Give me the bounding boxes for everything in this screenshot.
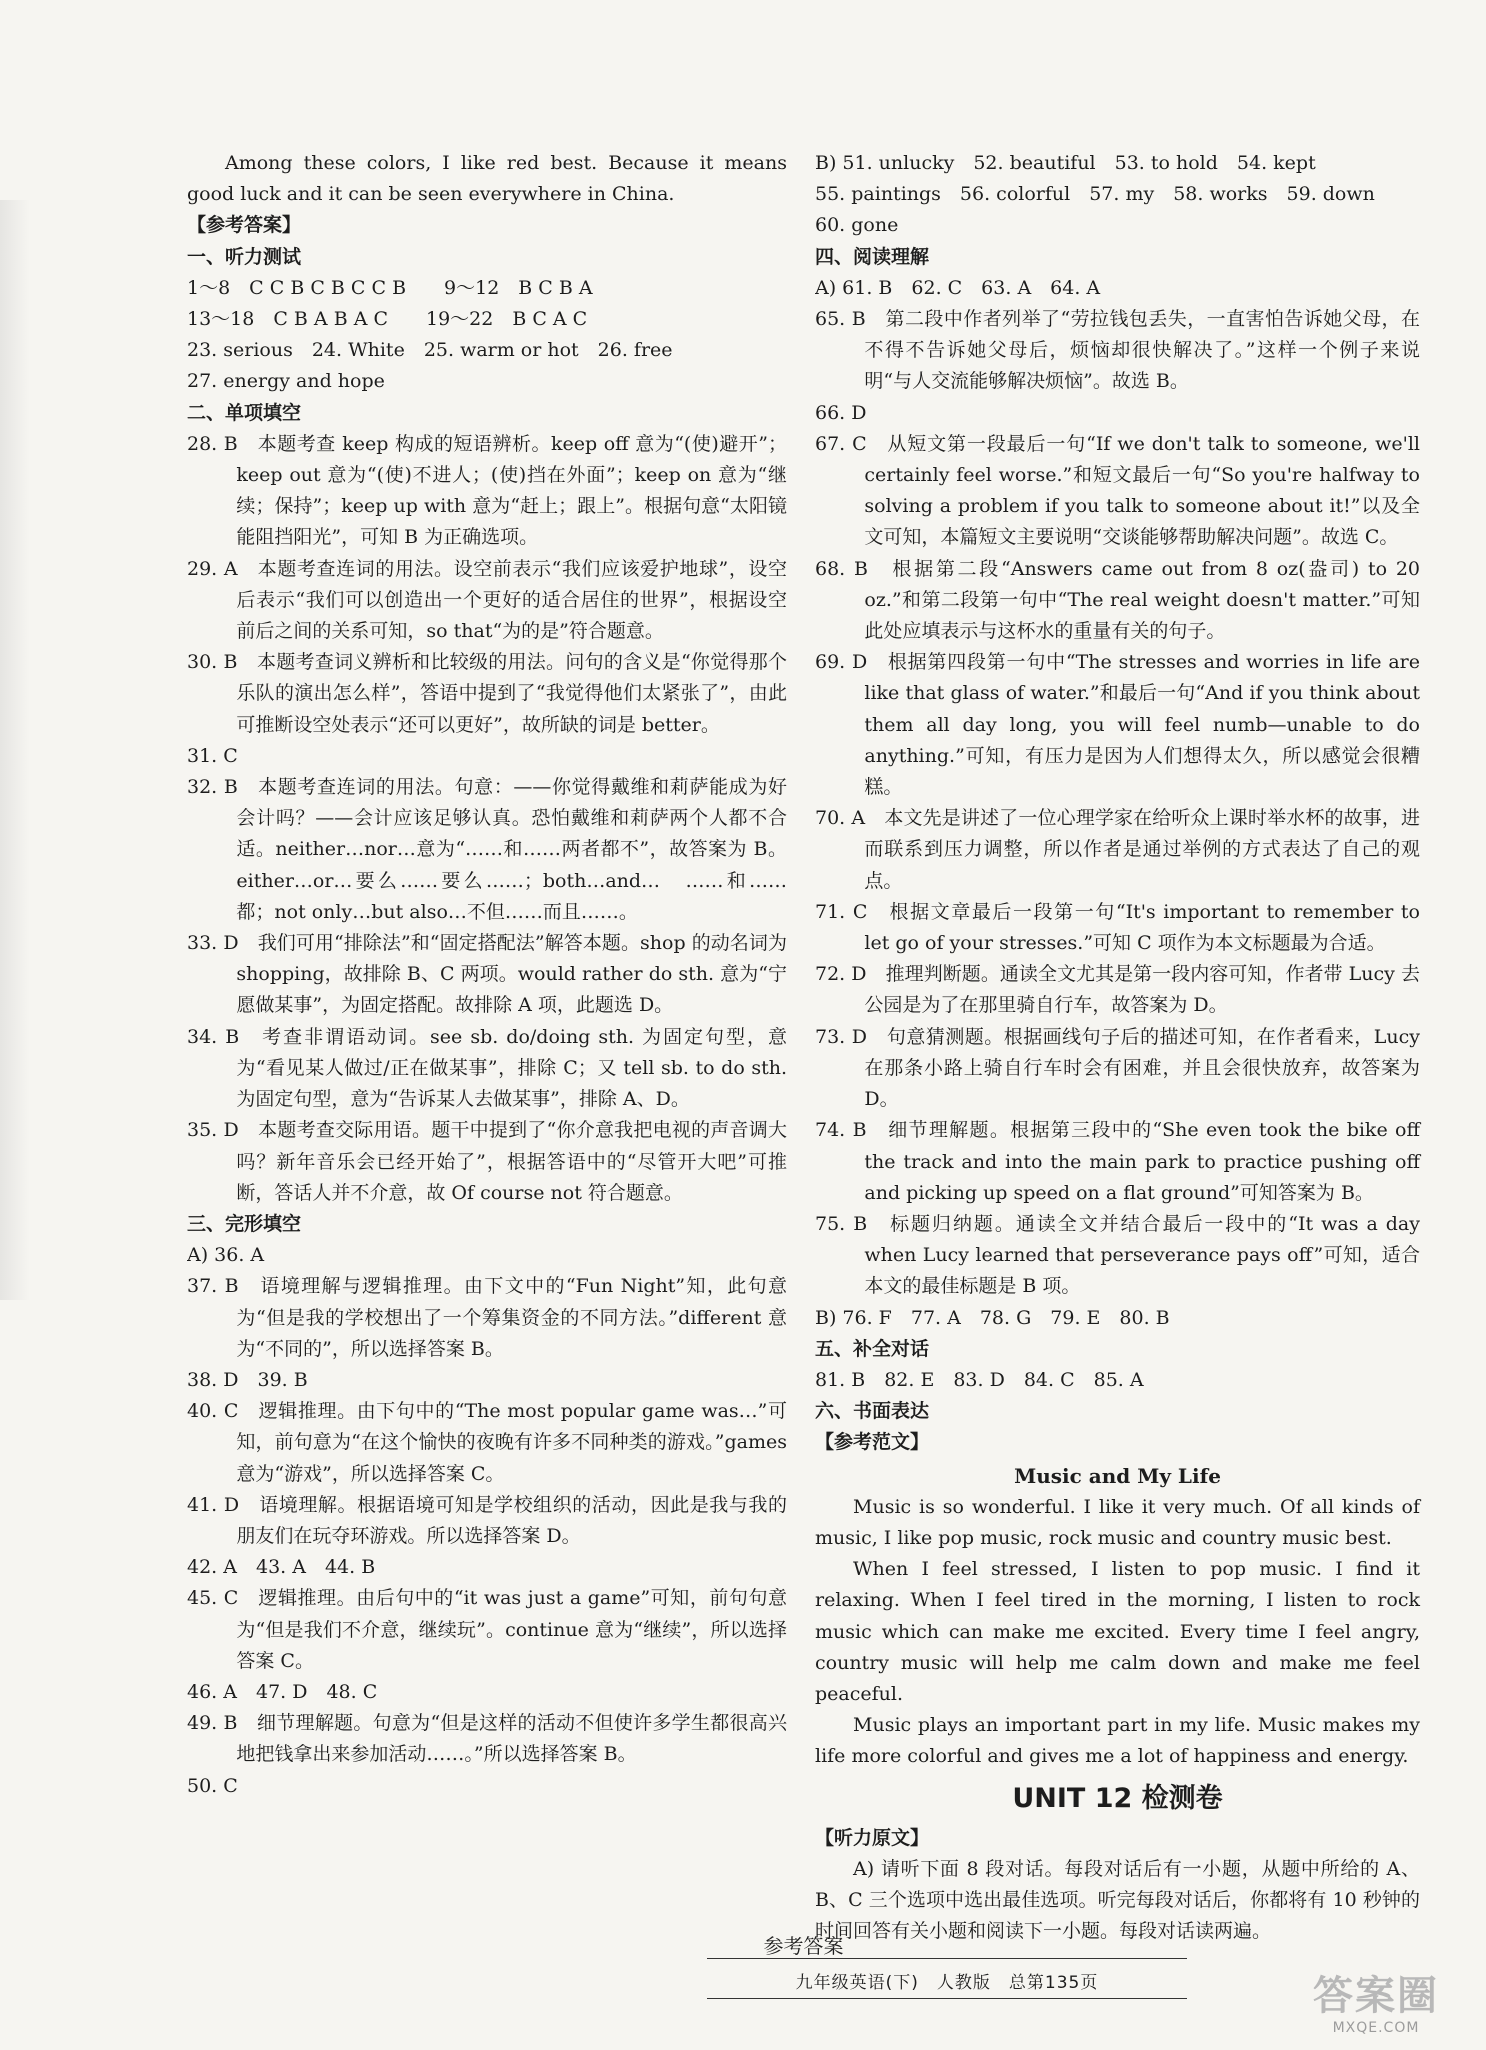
left-block-11: 31. C xyxy=(187,744,238,767)
right-block-11: 71. C 根据文章最后一段第一句“It's important to remember to let go of your stresses.”可知 C 项作为本文标题最为合适。 xyxy=(815,900,1420,955)
right-block-21: Music and My Life xyxy=(1014,1463,1221,1488)
left-block-24: 46. A 47. D 48. C xyxy=(187,1680,378,1703)
left-block-17: A) 36. A xyxy=(187,1244,265,1267)
right-block-14: 74. B 细节理解题。根据第三段中的“She even took the bike off the track and into the main park to practice pushing off and picking up speed on a flat ground”可知答案为 B。 xyxy=(815,1119,1420,1204)
left-block-21: 41. D 语境理解。根据语境可知是学校组织的活动，因此是我与我的朋友们在玩夺环游戏。所以选择答案 D。 xyxy=(187,1493,787,1547)
watermark-site: MXQE.COM xyxy=(1332,2020,1420,2036)
right-block-24: Music plays an important part in my life. Music makes my life more colorful and gives me a lot of happiness and energy. xyxy=(815,1714,1420,1768)
right-block-15: 75. B 标题归纳题。通读全文并结合最后一段中的“It was a day when Lucy learned that perseverance pays off”可知，适合本文的最佳标题是 B 项。 xyxy=(815,1212,1420,1298)
left-block-7: 二、单项填空 xyxy=(187,401,302,424)
right-block-7: 67. C 从短文第一段最后一句“If we don't talk to someone, we'll certainly feel worse.”和短文最后一句“So you're halfway to solving a problem if you talk to someone about it!”以及全文可知，本篇短文主要说明“交谈能够帮助解决问题”。故选 C。 xyxy=(815,432,1420,549)
left-block-3: 1～8 C C B C B C C B 9～12 B C B A xyxy=(187,276,593,299)
left-block-0: Among these colors, I like red best. Because it means good luck and it can be seen everywhere in China. xyxy=(187,152,787,206)
right-block-12: 72. D 推理判断题。通读全文尤其是第一段内容可知，作者带 Lucy 去公园是为了在那里骑自行车，故答案为 D。 xyxy=(815,963,1420,1017)
right-block-10: 70. A 本文先是讲述了一位心理学家在给听众上课时举水杯的故事，进而联系到压力调整，所以作者是通过举例的方式表达了自己的观点。 xyxy=(815,807,1420,892)
footer-rule-top xyxy=(707,1958,1187,1959)
left-block-19: 38. D 39. B xyxy=(187,1368,308,1391)
right-block-1: 55. paintings 56. colorful 57. my 58. works 59. down xyxy=(815,183,1375,206)
right-block-25: UNIT 12 检测卷 xyxy=(1012,1782,1223,1814)
right-block-0: B) 51. unlucky 52. beautiful 53. to hold 54. kept xyxy=(815,152,1316,174)
right-block-13: 73. D 句意猜测题。根据画线句子后的描述可知，在作者看来，Lucy 在那条小路上骑自行车时会有困难，并且会很快放弃，故答案为 D。 xyxy=(815,1025,1420,1111)
right-block-16: B) 76. F 77. A 78. G 79. E 80. B xyxy=(815,1306,1170,1329)
left-block-6: 27. energy and hope xyxy=(187,370,385,393)
watermark-logo: 答案圈 xyxy=(1313,1973,1439,2019)
right-block-9: 69. D 根据第四段第一句中“The stresses and worries in life are like that glass of water.”和最后一句“And if you think about them all day long, you will feel numb—unable to do anything.”可知，有压力是因为人们想得太久，所以感觉会很糟糕。 xyxy=(815,651,1420,799)
right-block-4: A) 61. B 62. C 63. A 64. A xyxy=(815,276,1101,299)
footer-label: 参考答案 xyxy=(763,1934,844,1958)
left-block-2: 一、听力测试 xyxy=(187,245,302,268)
right-block-26: 【听力原文】 xyxy=(815,1826,930,1849)
left-block-15: 35. D 本题考查交际用语。题干中提到了“你介意我把电视的声音调大吗？新年音乐会已经开始了”，根据答语中的“尽管开大吧”可推断，答话人并不介意，故 Of course not 符合题意。 xyxy=(187,1119,787,1204)
right-block-17: 五、补全对话 xyxy=(815,1337,930,1360)
left-block-20: 40. C 逻辑推理。由下句中的“The most popular game was…”可知，前句意为“在这个愉快的夜晚有许多不同种类的游戏。”games 意为“游戏”，所以选择答案 C。 xyxy=(187,1400,787,1485)
page-footer xyxy=(187,1930,1420,2020)
left-block-9: 29. A 本题考查连词的用法。设空前表示“我们应该爱护地球”，设空后表示“我们可以创造出一个更好的适合居住的世界”，根据设空前后之间的关系可知，so that“为的是”符合题意。 xyxy=(187,557,787,643)
left-block-26: 50. C xyxy=(187,1774,238,1797)
right-block-22: Music is so wonderful. I like it very much. Of all kinds of music, I like pop music, rock music and country music best. xyxy=(815,1495,1420,1549)
left-block-22: 42. A 43. A 44. B xyxy=(187,1556,376,1579)
left-block-25: 49. B 细节理解题。句意为“但是这样的活动不但使许多学生都很高兴地把钱拿出来参加活动……。”所以选择答案 B。 xyxy=(187,1712,787,1766)
right-block-3: 四、阅读理解 xyxy=(815,245,930,268)
left-block-8: 28. B 本题考查 keep 构成的短语辨析。keep off 意为“(使)避开”；keep out 意为“(使)不进人；(使)挡在外面”；keep on 意为“继续；保持”；keep up with 意为“赶上；跟上”。根据句意“太阳镜能阻挡阳光”，可知 B 为正确选项。 xyxy=(187,432,787,549)
footer-grade-info: 九年级英语(下) 人教版 总第135页 xyxy=(795,1973,1099,1993)
right-block-23: When I feel stressed, I listen to pop music. I find it relaxing. When I feel tired in the morning, I listen to rock music which can make me excited. Every time I feel angry, country music will help me calm down and make me feel peaceful. xyxy=(815,1558,1420,1705)
left-block-14: 34. B 考查非谓语动词。see sb. do/doing sth. 为固定句型，意为“看见某人做过/正在做某事”，排除 C；又 tell sb. to do sth. 为固定句型，意为“告诉某人去做某事”，排除 A、D。 xyxy=(187,1025,787,1111)
watermark xyxy=(1286,1972,1466,2042)
left-block-5: 23. serious 24. White 25. warm or hot 26. free xyxy=(187,339,673,362)
footer-rule-bottom xyxy=(707,1998,1187,1999)
left-column xyxy=(187,148,787,1802)
left-block-18: 37. B 语境理解与逻辑推理。由下文中的“Fun Night”知，此句意为“但是我的学校想出了一个筹集资金的不同方法。”different 意为“不同的”，所以选择答案 B。 xyxy=(187,1275,787,1360)
left-block-4: 13～18 C B A B A C 19～22 B C A C xyxy=(187,308,588,331)
left-block-23: 45. C 逻辑推理。由后句中的“it was just a game”可知，前句句意为“但是我们不介意，继续玩”。continue 意为“继续”，所以选择答案 C。 xyxy=(187,1587,787,1672)
left-block-10: 30. B 本题考查词义辨析和比较级的用法。问句的含义是“你觉得那个乐队的演出怎么样”，答语中提到了“我觉得他们太紧张了”，由此可推断设空处表示“还可以更好”，故所缺的词是 better。 xyxy=(187,651,787,736)
left-block-16: 三、完形填空 xyxy=(187,1212,302,1235)
right-block-5: 65. B 第二段中作者列举了“劳拉钱包丢失，一直害怕告诉她父母，在不得不告诉她父母后，烦恼却很快解决了。”这样一个例子来说明“与人交流能够解决烦恼”。故选 B。 xyxy=(815,308,1420,393)
right-block-27: A) 请听下面 8 段对话。每段对话后有一小题，从题中所给的 A、B、C 三个选项中选出最佳选项。听完每段对话后，你都将有 10 秒钟的时间回答有关小题和阅读下一小题。每段对话读两遍。 xyxy=(815,1857,1420,1943)
right-column xyxy=(815,148,1420,1947)
left-block-1: 【参考答案】 xyxy=(187,214,302,237)
right-block-6: 66. D xyxy=(815,401,867,424)
right-block-18: 81. B 82. E 83. D 84. C 85. A xyxy=(815,1368,1144,1391)
left-block-12: 32. B 本题考查连词的用法。句意：——你觉得戴维和莉萨能成为好会计吗？——会计应该足够认真。恐怕戴维和莉萨两个人都不合适。neither…nor…意为“……和……两者都不”，故答案为 B。either…or…要么……要么……；both…and… ……和……都；not only…but also…不但……而且……。 xyxy=(187,776,787,923)
right-block-8: 68. B 根据第二段“Answers came out from 8 oz(盎司) to 20 oz.”和第二段第一句中“The real weight doesn't matter.”可知此处应填表示与这杯水的重量有关的句子。 xyxy=(815,557,1420,643)
scan-edge-shadow xyxy=(0,200,30,1300)
right-block-2: 60. gone xyxy=(815,214,899,237)
right-block-19: 六、书面表达 xyxy=(815,1400,930,1423)
right-block-20: 【参考范文】 xyxy=(815,1431,930,1454)
left-block-13: 33. D 我们可用“排除法”和“固定搭配法”解答本题。shop 的动名词为 shopping，故排除 B、C 两项。would rather do sth. 意为“宁愿做某事”，为固定搭配。故排除 A 项，此题选 D。 xyxy=(187,932,787,1017)
